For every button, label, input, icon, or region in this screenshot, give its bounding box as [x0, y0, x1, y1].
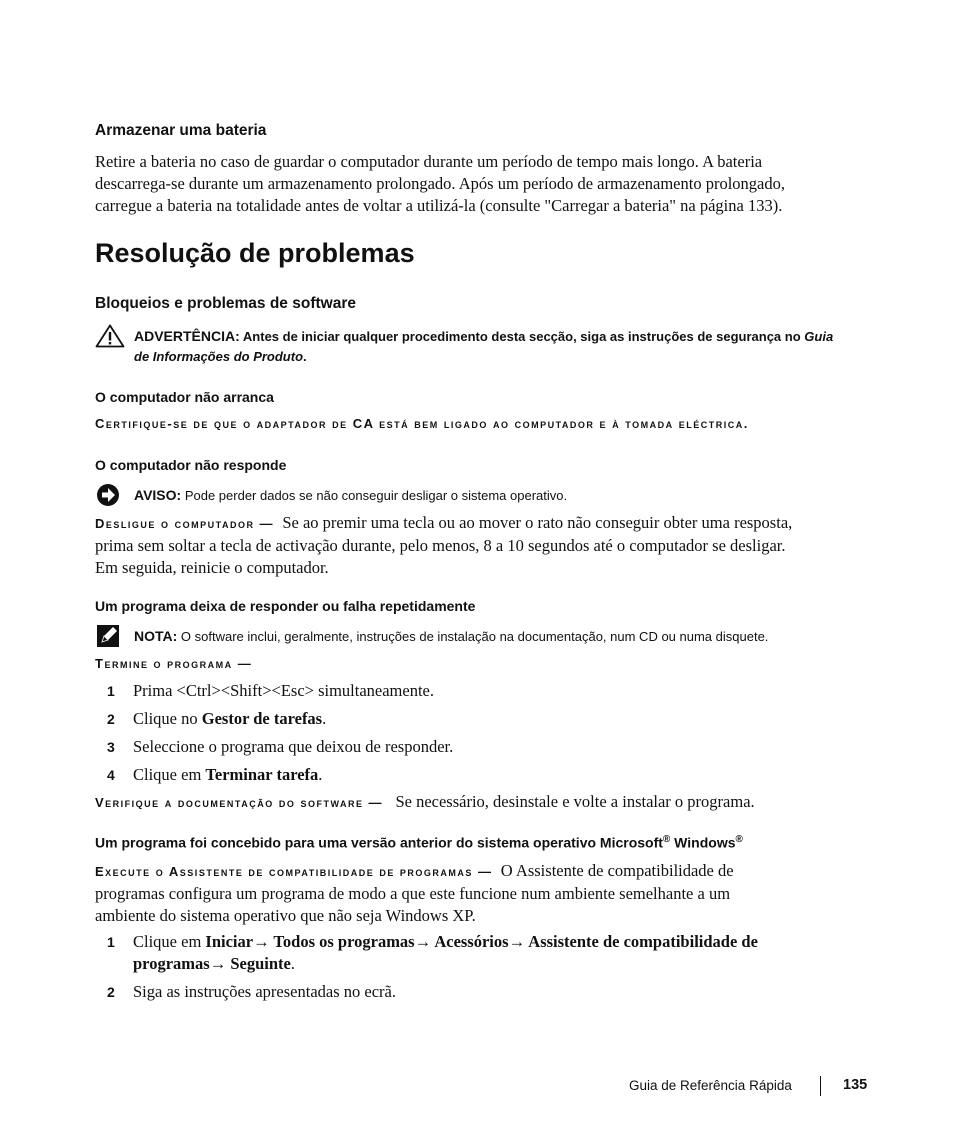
warning-end: .	[303, 349, 307, 364]
compat-line-3: ambiente do sistema operativo que não seja Windows XP.	[95, 906, 476, 925]
verify-docs-paragraph	[95, 791, 865, 814]
notice-data-loss	[134, 485, 874, 506]
notice-label: AVISO:	[134, 487, 182, 503]
note-pencil-icon	[96, 624, 122, 648]
page-title: Resolução de problemas	[95, 238, 415, 268]
step-text: Seleccione o programa que deixou de responder.	[133, 737, 454, 756]
warning-ref-guide: Guia	[804, 329, 834, 344]
step-text: Clique em Terminar tarefa.	[133, 765, 323, 784]
step-number: 2	[107, 984, 115, 1000]
subheading-software: Bloqueios e problemas de software	[95, 295, 356, 312]
verify-text: Se necessário, desinstale e volte a instalar o programa.	[395, 792, 755, 811]
warning-notice	[134, 326, 874, 367]
battery-line-2: descarrega-se durante um armazenamento prolongado. Após um período de armazenamento prolongado,	[95, 174, 785, 193]
heading-compat: Um programa foi concebido para uma versão anterior do sistema operativo Microsoft® Windows®	[95, 834, 743, 851]
step-text: Clique no Gestor de tarefas.	[133, 709, 327, 728]
footer-guide-title: Guia de Referência Rápida	[629, 1078, 792, 1093]
warning-ref-product-info: de Informações do Produto	[134, 349, 304, 364]
note-label: NOTA:	[134, 628, 178, 644]
battery-paragraph	[95, 151, 865, 217]
section-heading-battery: Armazenar uma bateria	[95, 122, 267, 139]
warning-label: ADVERTÊNCIA:	[134, 328, 240, 344]
heading-no-boot: O computador não arranca	[95, 389, 274, 405]
compat-line-1: O Assistente de compatibilidade de	[500, 861, 734, 880]
notice-text: Pode perder dados se não conseguir desligar o sistema operativo.	[184, 488, 568, 503]
notice-arrow-icon	[96, 483, 122, 507]
compat-paragraph	[95, 860, 865, 927]
page-number: 135	[843, 1077, 868, 1093]
note-text: O software inclui, geralmente, instruções de instalação na documentação, num CD ou numa disquete.	[180, 629, 769, 644]
battery-line-3: carregue a bateria na totalidade antes de voltar a utilizá-la (consulte "Carregar a bateria" na página 133).	[95, 196, 783, 215]
compat-line-2: programas configura um programa de modo a que este funcione num ambiente semelhante a um	[95, 884, 731, 903]
heading-not-responding: O computador não responde	[95, 457, 287, 473]
step-number: 1	[107, 934, 115, 950]
compat-step-2: Siga as instruções apresentadas no ecrã.	[133, 982, 396, 1001]
step-text: Prima <Ctrl><Shift><Esc> simultaneamente.	[133, 681, 434, 700]
shutdown-line-3: Em seguida, reinicie o computador.	[95, 558, 329, 577]
step-number: 1	[107, 683, 115, 699]
step-number: 4	[107, 767, 115, 783]
step-number: 2	[107, 711, 115, 727]
footer-divider	[820, 1076, 821, 1096]
battery-line-1: Retire a bateria no caso de guardar o computador durante um período de tempo mais longo. A bateria	[95, 152, 763, 171]
verify-lead: Verifique a documentação do software —	[95, 795, 384, 810]
warning-text: Antes de iniciar qualquer procedimento desta secção, siga as instruções de segurança no	[242, 329, 801, 344]
compat-lead: Execute o Assistente de compatibilidade de programas —	[95, 864, 493, 879]
shutdown-line-1: Se ao premir uma tecla ou ao mover o rato não conseguir obter uma resposta,	[282, 513, 793, 532]
shutdown-lead: Desligue o computador —	[95, 516, 275, 531]
step-number: 3	[107, 739, 115, 755]
heading-program-crash: Um programa deixa de responder ou falha repetidamente	[95, 598, 476, 614]
task-manager-label: Gestor de tarefas	[201, 709, 323, 728]
end-task-label: Terminar tarefa	[205, 765, 319, 784]
shutdown-line-2: prima sem soltar a tecla de activação durante, pelo menos, 8 a 10 segundos até o computador se desligar.	[95, 536, 786, 555]
note-software	[134, 626, 874, 647]
warning-triangle-icon	[95, 324, 125, 348]
shutdown-paragraph	[95, 512, 865, 579]
end-program-lead: Termine o programa —	[95, 656, 253, 671]
compat-step-1: Clique em Iniciar→ Todos os programas→ Acessórios→ Assistente de compatibilidade de programas→ Seguinte.	[133, 932, 758, 973]
instruction-check-adapter: Certifique-se de que o adaptador de CA está bem ligado ao computador e à tomada eléctrica.	[95, 416, 749, 431]
